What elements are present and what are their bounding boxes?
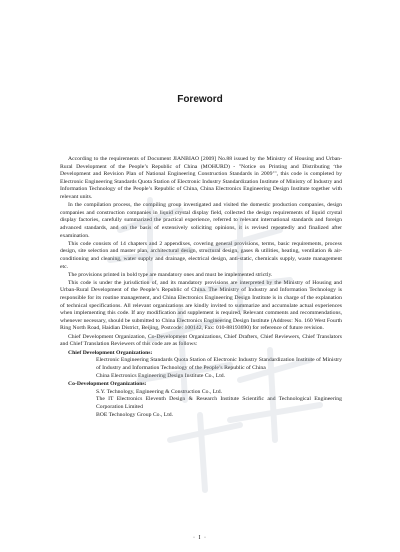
co-development-section bbox=[60, 381, 342, 419]
chief-development-heading: Chief Development Organizations: bbox=[68, 349, 153, 356]
chief-development-item: Electronic Engineering Standards Quota Station of Electronic Industry Standardization Institute of Ministry of Industry and Information Technology of the People’s Republic of China bbox=[96, 357, 342, 371]
co-development-item: S.Y. Technology, Engineering & Construction Co., Ltd. bbox=[96, 388, 223, 395]
co-development-heading: Co-Development Organizations: bbox=[68, 381, 147, 388]
page-title: Foreword bbox=[177, 94, 223, 105]
chief-development-item: China Electronics Engineering Design Institute Co., Ltd. bbox=[96, 372, 226, 379]
foreword-body bbox=[60, 156, 342, 419]
co-development-item: The IT Electronics Eleventh Design & Research Institute Scientific and Technological Engineering Corporation Limited bbox=[96, 396, 342, 410]
paragraph-2: In the compilation process, the compiling group investigated and visited the domestic production companies, design companies and construction companies in liquid crystal display field, collected the design requirements of liquid crystal display factories, carefully summarized the practical experience, referred to relevant international standards and foreign advanced standards, and on the basis of extensively soliciting opinions, it is revised repeatedly and finalized after examination. bbox=[60, 202, 342, 239]
paragraph-1: According to the requirements of Document JIANBIAO [2009] No.88 issued by the Ministry of Housing and Urban-Rural Development of the People’s Republic of China (MOHURD) - "Notice on Printing and Distributing ‘the Development and Revision Plan of National Engineering Construction Standards in 2009’", this code is completed by Electronic Engineering Standards Quota Station of Electronic Industry Standardization Institute of Ministry of Industry and Information Technology of the People’s Republic of China, China Electronics Engineering Design Institute together with relevant units. bbox=[60, 156, 342, 200]
paragraph-4: The provisions printed in bold type are mandatory ones and must be implemented strictly. bbox=[68, 271, 273, 278]
paragraph-6: Chief Development Organization, Co-Development Organizations, Chief Drafters, Chief Reviewers, Chief Translators and Chief Translation Reviewers of this code are as follows: bbox=[60, 333, 342, 348]
paragraph-3: This code consists of 14 chapters and 2 appendixes, covering general provisions, terms, basic requirements, process design, site selection and master plan, architectural design, structural design, gases & utilities, heating, ventilation & air-conditioning and cleaning, water supply and drainage, electrical design, anti-static, chemicals supply, waste management etc. bbox=[60, 240, 342, 270]
paragraph-5: This code is under the jurisdiction of, and its mandatory provisions are interpreted by the Ministry of Housing and Urban-Rural Development of the People’s Republic of China. The Ministry of Industry and Information Technology is responsible for its routine management, and China Electronics Engineering Design Institute is in charge of the explanation of technical specifications. All relevant organizations are kindly invited to summarize and accumulate actual experiences when implementing this code. If any modification and supplement is required, Relevant comments and recommendations, whenever necessary, should be submitted to China Electronics Engineering Design Institute (Address: No. 160 West Fourth Ring North Road, Haidian District, Beijing, Postcode: 100142, Fax: 010-88193690) for reference of future revision. bbox=[60, 279, 342, 332]
page-number: · I · bbox=[193, 535, 207, 541]
chief-development-section bbox=[60, 350, 342, 380]
co-development-item: BOE Technology Group Co., Ltd. bbox=[96, 411, 174, 418]
